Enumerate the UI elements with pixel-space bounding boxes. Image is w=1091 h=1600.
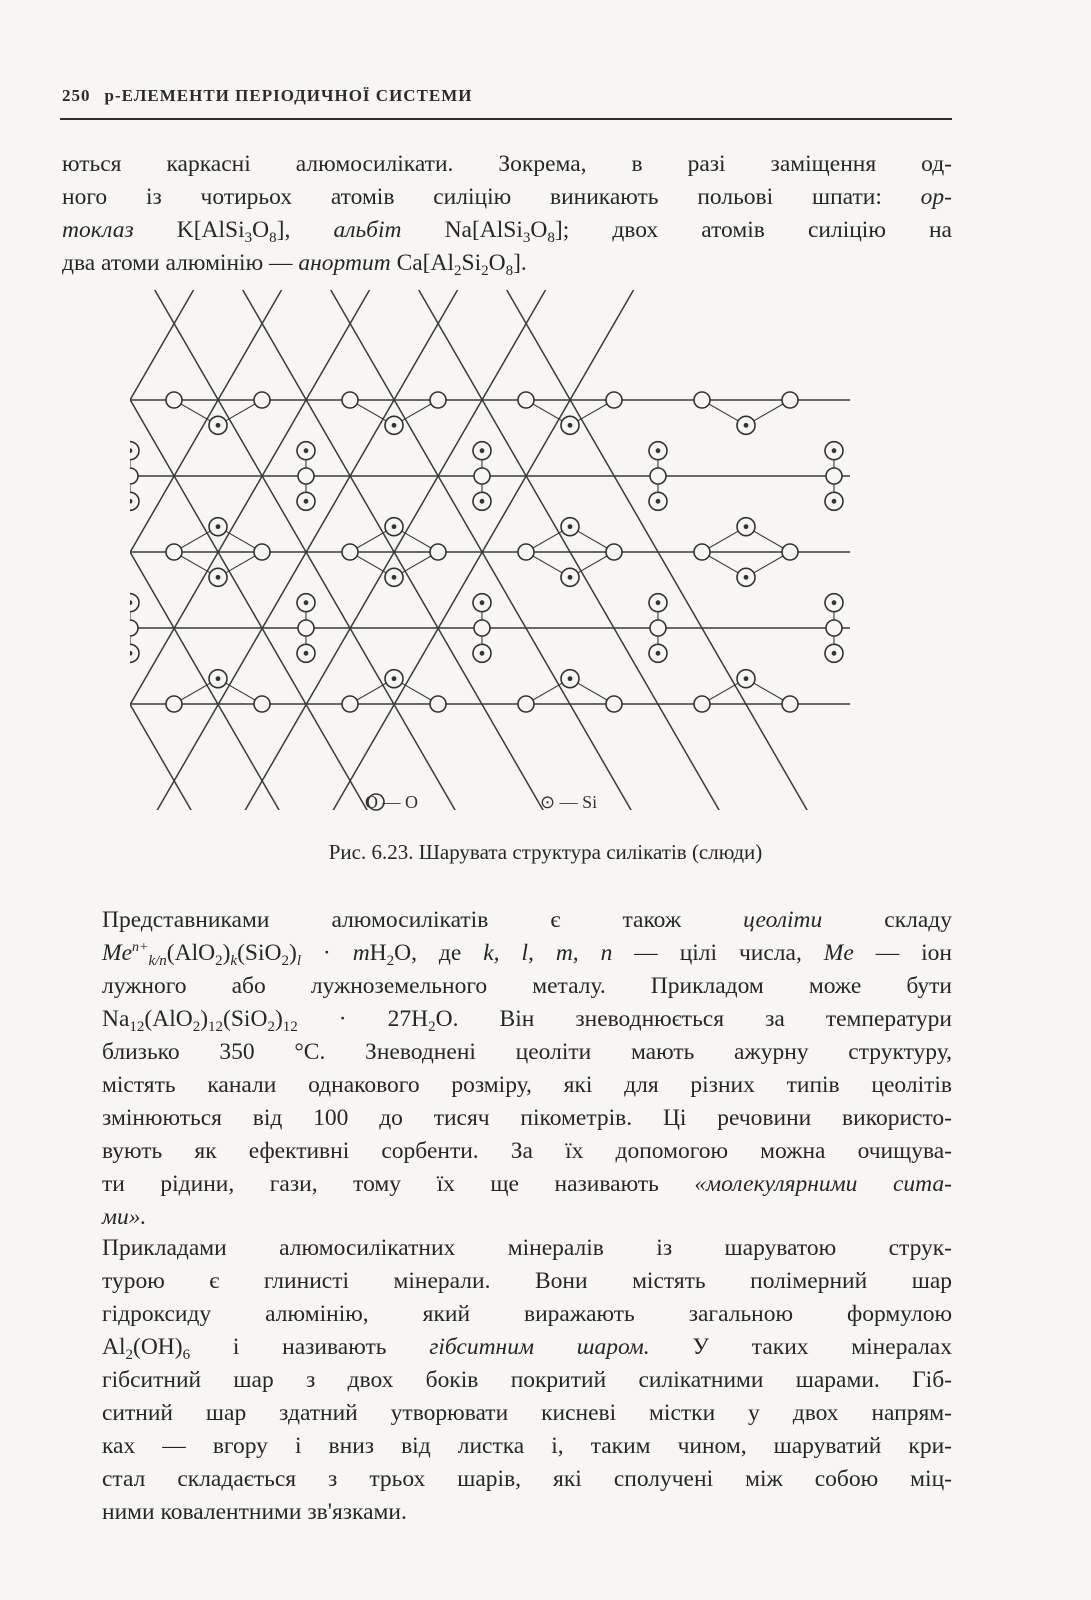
oxygen-atom (518, 696, 534, 712)
text-line: стал складається з трьох шарів, які сполучені між собою міц- (102, 1466, 952, 1492)
text-line: ються каркасні алюмосилікати. Зокрема, в разі заміщення од- (62, 151, 952, 177)
silicon-dot (744, 524, 749, 529)
oxygen-atom (254, 696, 270, 712)
silicon-dot (832, 448, 837, 453)
silicon-dot (656, 499, 661, 504)
silicon-dot (392, 423, 397, 428)
text-line: два атоми алюмінію — анортит $Ca[Al_2Si_2O_8]$. (62, 250, 527, 279)
silicon-dot (216, 575, 221, 580)
silicon-dot (744, 575, 749, 580)
oxygen-atom (474, 468, 490, 484)
text-line: ними ковалентними зв'язками. (102, 1499, 407, 1525)
text-line: ми». (102, 1204, 147, 1230)
oxygen-atom (430, 544, 446, 560)
silicon-dot (568, 423, 573, 428)
silicon-dot (480, 600, 485, 605)
intro-paragraph (62, 148, 952, 280)
lattice-line (130, 290, 501, 830)
legend-silicon: ⊙ — Si (540, 792, 598, 812)
figure-caption: Рис. 6.23. Шарувата структура силікатів (слюди) (328, 840, 763, 864)
oxygen-atom (254, 392, 270, 408)
silicon-dot (392, 575, 397, 580)
oxygen-atom (694, 696, 710, 712)
oxygen-atom (606, 696, 622, 712)
page-number: 250 (62, 86, 91, 105)
text-line: ситний шар здатний утворювати кисневі містки у двох напрям- (102, 1400, 952, 1426)
running-title: р-ЕЛЕМЕНТИ ПЕРІОДИЧНОЇ СИСТЕМИ (104, 86, 473, 105)
silicon-dot (656, 448, 661, 453)
oxygen-atom (298, 620, 314, 636)
silicon-dot (392, 676, 397, 681)
zeolite-paragraph (62, 904, 952, 1234)
text-line: $Na_{12}(AlO_2)_{12}(SiO_2)_{12} \cdot 27H_2O$. Він зневоднюється за температури (102, 1006, 953, 1035)
oxygen-atom (166, 392, 182, 408)
text-line: змінюються від 100 до тисяч пікометрів. Ці речовини використо- (102, 1105, 952, 1131)
clay-paragraph (62, 1232, 952, 1529)
legend-oxygen: О — О (365, 792, 418, 812)
text-line: вують як ефективні сорбенти. За їх допомогою можна очищува- (102, 1138, 952, 1164)
oxygen-atom (430, 696, 446, 712)
silicon-dot (392, 524, 397, 529)
text-line: токлаз $K[AlSi_3O_8]$, альбіт $Na[AlSi_3O_8]$; двох атомів силіцію на (62, 217, 952, 246)
silicon-dot (216, 423, 221, 428)
oxygen-atom (166, 544, 182, 560)
text-line: Представниками алюмосилікатів є також цеоліти складу (102, 907, 952, 933)
silicon-dot (216, 524, 221, 529)
silicon-dot (304, 600, 309, 605)
text-line: гібситний шар з двох боків покритий силікатними шарами. Гіб- (102, 1367, 952, 1393)
oxygen-atom (342, 392, 358, 408)
oxygen-atom (518, 392, 534, 408)
oxygen-atom (650, 468, 666, 484)
oxygen-atom (826, 620, 842, 636)
silicon-dot (568, 524, 573, 529)
oxygen-atom (650, 620, 666, 636)
oxygen-atom (694, 544, 710, 560)
oxygen-atom (606, 544, 622, 560)
oxygen-atom (430, 392, 446, 408)
text-line: гідроксиду алюмінію, який виражають загальною формулою (102, 1301, 952, 1327)
text-line: близько 350 °С. Зневоднені цеоліти мають ажурну структуру, (102, 1039, 952, 1065)
silicon-dot (216, 676, 221, 681)
oxygen-atom (606, 392, 622, 408)
text-line: ках — вгору і вниз від листка і, таким чином, шаруватий кри- (102, 1433, 952, 1459)
text-line: лужного або лужноземельного металу. Прикладом може бути (102, 973, 952, 999)
silicon-dot (480, 651, 485, 656)
lattice-line (130, 290, 325, 830)
silicon-dot (744, 423, 749, 428)
silicon-dot (304, 651, 309, 656)
silicon-dot (744, 676, 749, 681)
oxygen-atom (474, 620, 490, 636)
silicon-dot (832, 499, 837, 504)
oxygen-atom (130, 468, 138, 484)
oxygen-atom (130, 620, 138, 636)
oxygen-atom (782, 392, 798, 408)
text-line: ного із чотирьох атомів силіцію виникають польові шпати: ор- (62, 184, 952, 210)
oxygen-atom (342, 696, 358, 712)
oxygen-atom (782, 544, 798, 560)
silicate-structure-figure (130, 290, 850, 835)
silicon-dot (656, 651, 661, 656)
silicon-dot (568, 676, 573, 681)
silicon-dot (480, 499, 485, 504)
silicon-dot (656, 600, 661, 605)
oxygen-atom (782, 696, 798, 712)
oxygen-atom (694, 392, 710, 408)
silicon-dot (304, 448, 309, 453)
oxygen-atom (342, 544, 358, 560)
silicon-dot (832, 600, 837, 605)
silicon-dot (568, 575, 573, 580)
text-line: $Me^{n+}_{k/n}(AlO_2)_k(SiO_2)_l \cdot mH_2O$, де k, l, m, n — цілі числа, Me — іон (102, 940, 953, 969)
oxygen-atom (298, 468, 314, 484)
silicon-dot (304, 499, 309, 504)
text-line: ти рідини, гази, тому їх ще називають «молекулярними сита- (102, 1171, 953, 1197)
kagome-lattice-diagram (130, 290, 850, 830)
text-line: $Al_2(OH)_6$ і називають гібситним шаром. У таких мінералах (102, 1334, 952, 1363)
oxygen-atom (254, 544, 270, 560)
header-rule (60, 118, 952, 120)
silicon-dot (832, 651, 837, 656)
oxygen-atom (826, 468, 842, 484)
oxygen-atom (166, 696, 182, 712)
oxygen-atom (518, 544, 534, 560)
running-header (62, 86, 952, 106)
text-line: турою є глинисті мінерали. Вони містять полімерний шар (102, 1268, 952, 1294)
text-line: містять канали однакового розміру, які для різних типів цеолітів (102, 1072, 952, 1098)
text-line: Прикладами алюмосилікатних мінералів із шаруватою струк- (102, 1235, 952, 1261)
silicon-dot (480, 448, 485, 453)
figure-legend (365, 792, 597, 812)
